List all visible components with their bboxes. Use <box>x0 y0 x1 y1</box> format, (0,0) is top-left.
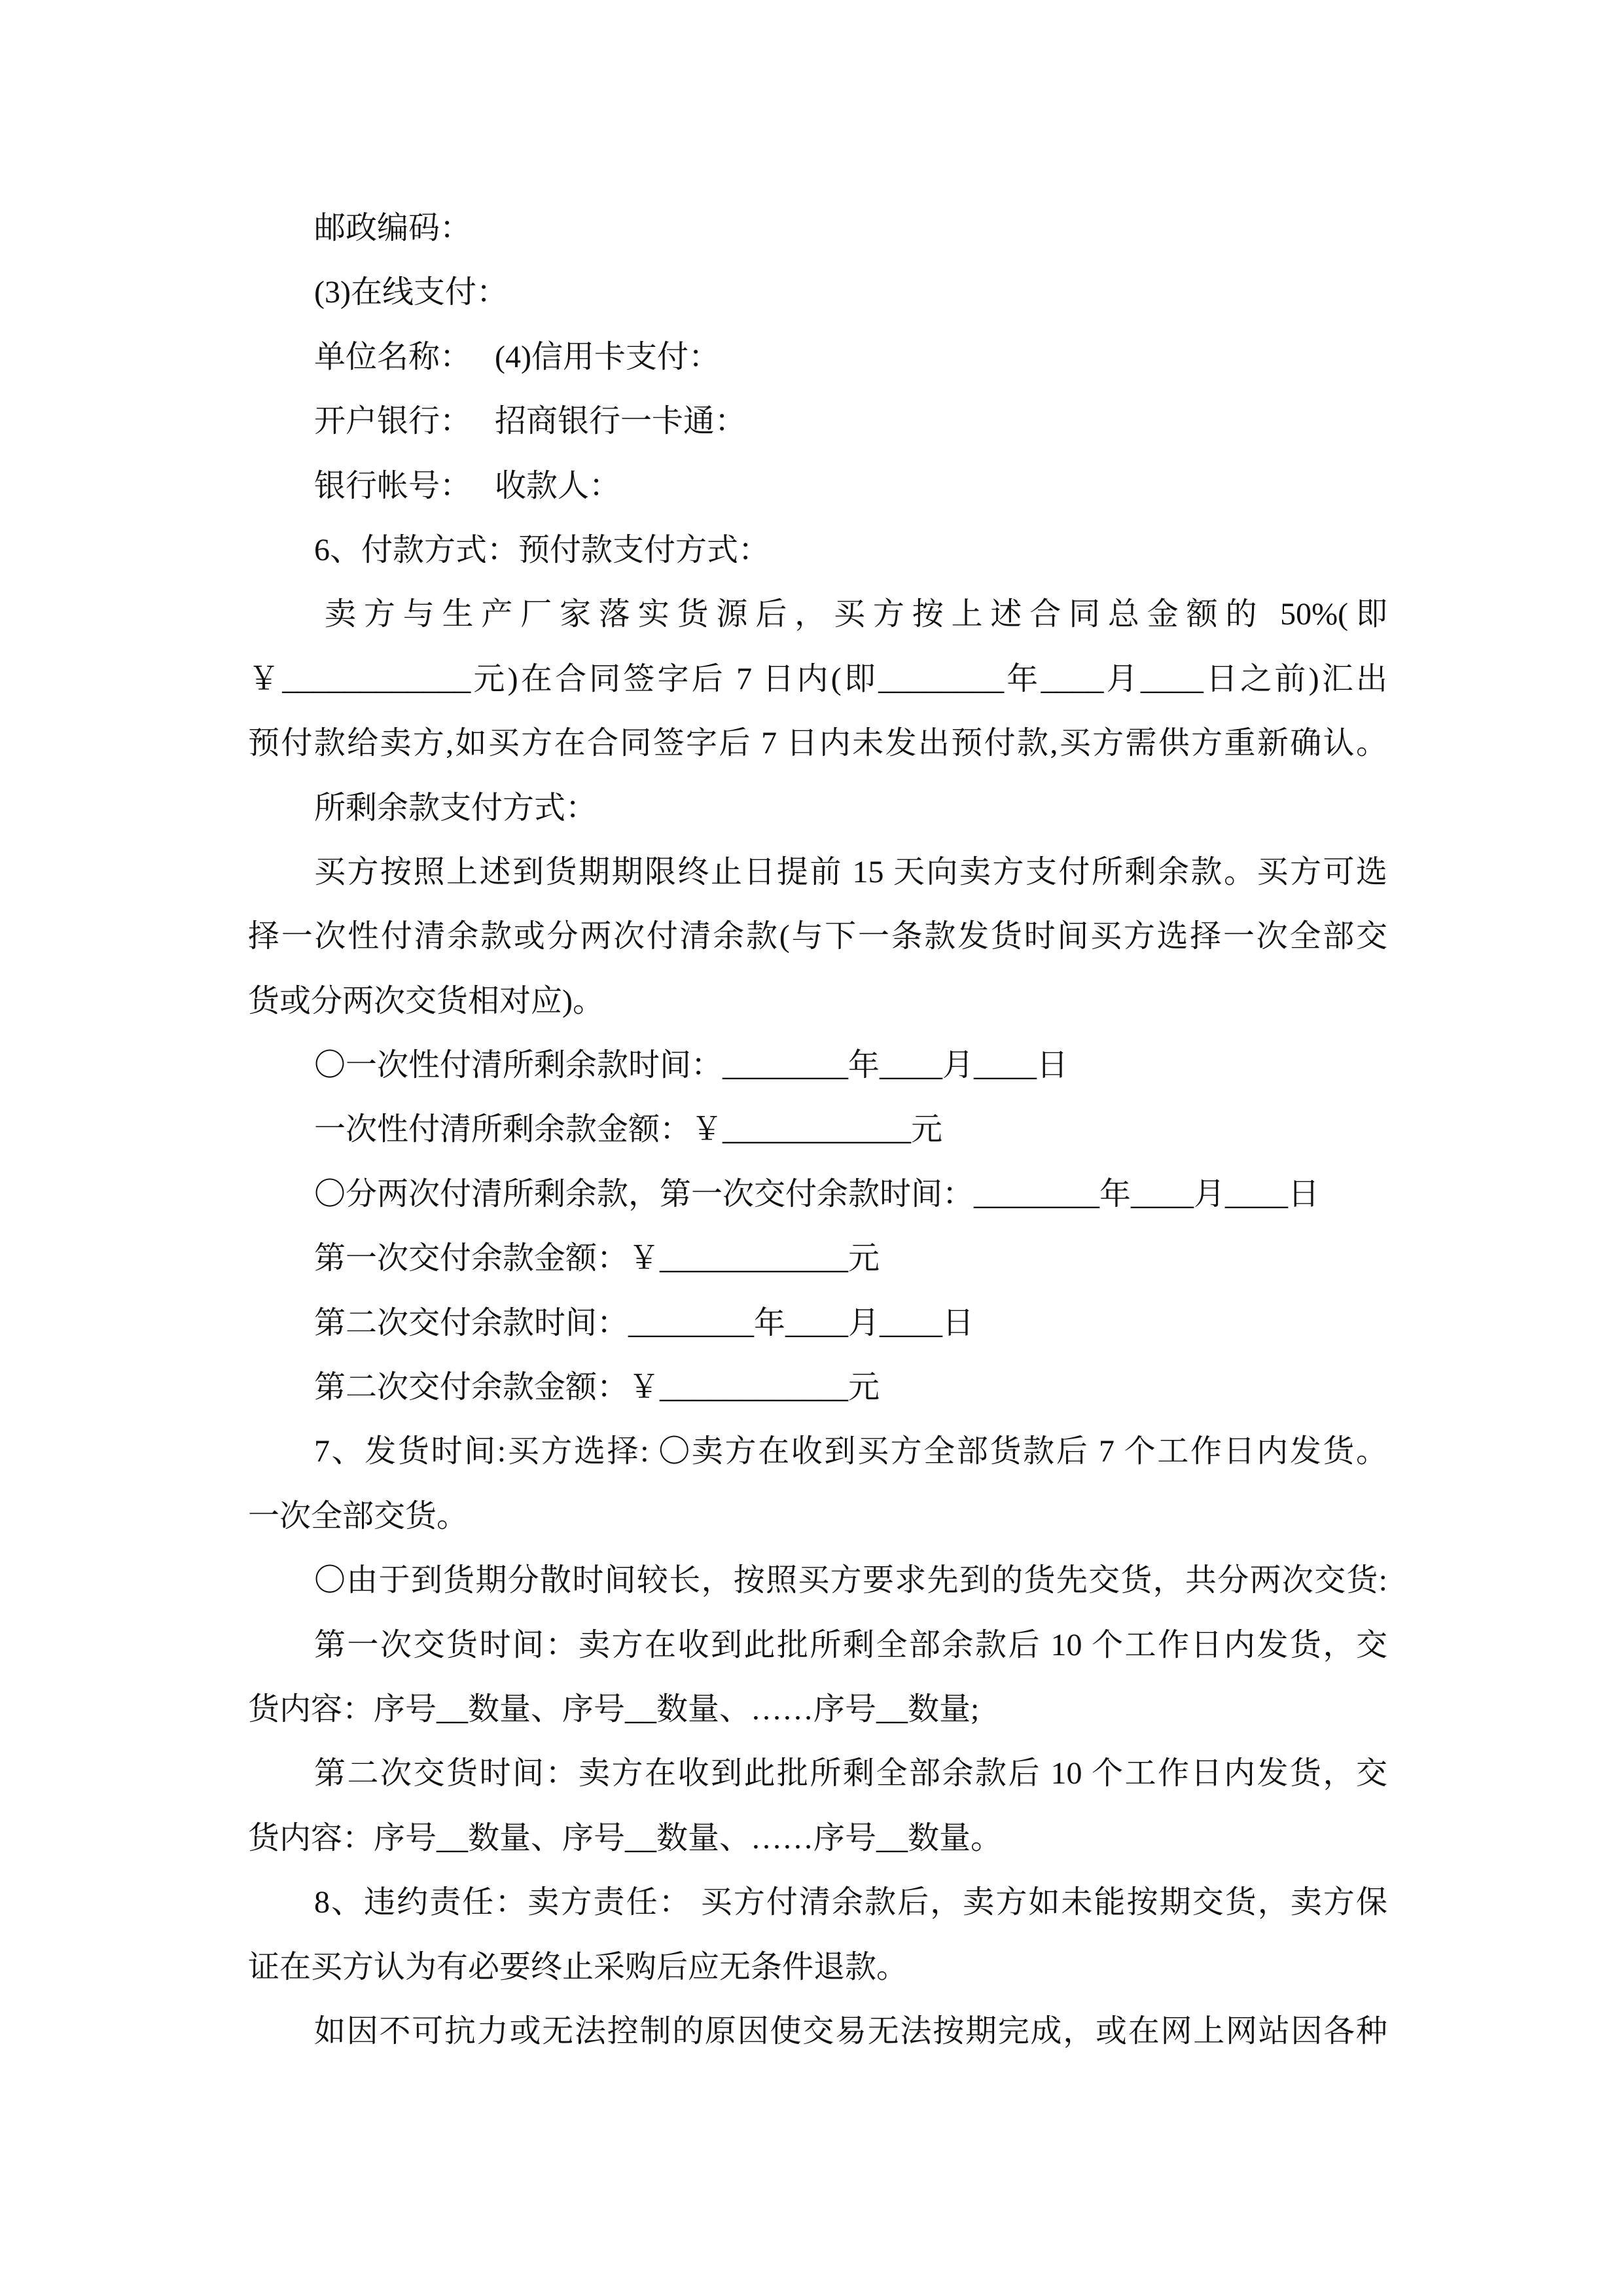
installment-first-amount: 第一次交付余款金额：￥____________元 <box>314 1241 880 1276</box>
balance-payment-line: 择一次性付清余款或分两次付清余款(与下一条款发货时间买方选择一次全部交 <box>248 919 1387 954</box>
liability-line: 8、违约责任：卖方责任： 买方付清余款后，卖方如未能按期交货，卖方保 <box>314 1885 1387 1920</box>
delivery-time-line: 〇由于到货期分散时间较长，按照买方要求先到的货先交货，共分两次交货: <box>314 1563 1387 1598</box>
remittance-row-account <box>248 454 1387 518</box>
liability-line: 如因不可抗力或无法控制的原因使交易无法按期完成，或在网上网站因各种 <box>314 2013 1387 2049</box>
delivery-time-line: 货内容：序号__数量、序号__数量、……序号__数量; <box>248 1691 980 1727</box>
document-page <box>248 196 1387 2064</box>
delivery-time-line: 一次全部交货。 <box>248 1498 469 1534</box>
installment-second-amount: 第二次交付余款金额：￥____________元 <box>314 1370 880 1405</box>
prepayment-line: ￥____________元)在合同签字后 7 日内(即________年____月____日之前)汇出 <box>248 661 1387 696</box>
credit-card-payment-label: (4)信用卡支付： <box>495 339 720 374</box>
balance-payment-line: 买方按照上述到货期期限终止日提前 15 天向卖方支付所剩余款。买方可选 <box>314 854 1387 889</box>
balance-payment-heading: 所剩余款支付方式： <box>314 790 597 825</box>
prepayment-line: 预付款给卖方,如买方在合同签字后 7 日内未发出预付款,买方需供方重新确认。 <box>248 726 1387 761</box>
payment-method-heading: 6、付款方式：预付款支付方式： <box>314 532 770 567</box>
delivery-time-line: 第一次交货时间：卖方在收到此批所剩全部余款后 10 个工作日内发货，交 <box>314 1627 1387 1662</box>
remittance-row-bank <box>248 389 1387 454</box>
bank-account-label: 银行帐号： <box>314 468 472 503</box>
company-name-label: 单位名称： <box>314 339 472 374</box>
bank-label: 开户银行： <box>314 404 472 439</box>
delivery-time-line: 7、发货时间:买方选择: 〇卖方在收到买方全部货款后 7 个工作日内发货。 <box>314 1434 1387 1469</box>
remittance-row-company <box>248 325 1387 389</box>
liability-line: 证在买方认为有必要终止采购后应无条件退款。 <box>248 1949 908 1984</box>
cmb-card-label: 招商银行一卡通： <box>495 404 747 439</box>
prepayment-line: 卖方与生产厂家落实货源后，买方按上述合同总金额的 50%(即 <box>325 597 1387 632</box>
lump-sum-amount: 一次性付清所剩余款金额：￥____________元 <box>314 1112 943 1147</box>
lump-sum-time-option: 〇一次性付清所剩余款时间：________年____月____日 <box>314 1048 1069 1083</box>
installment-option-first-time: 〇分两次付清所剩余款，第一次交付余款时间：________年____月____日 <box>314 1176 1320 1211</box>
balance-payment-line: 货或分两次交货相对应)。 <box>248 983 604 1018</box>
delivery-time-line: 第二次交货时间：卖方在收到此批所剩全部余款后 10 个工作日内发货，交 <box>314 1756 1387 1791</box>
online-payment-label: (3)在线支付： <box>314 275 508 310</box>
delivery-time-line: 货内容：序号__数量、序号__数量、……序号__数量。 <box>248 1820 1003 1856</box>
installment-second-time: 第二次交付余款时间：________年____月____日 <box>314 1305 974 1340</box>
payee-label: 收款人： <box>495 468 621 503</box>
postal-code-label: 邮政编码： <box>314 211 472 245</box>
